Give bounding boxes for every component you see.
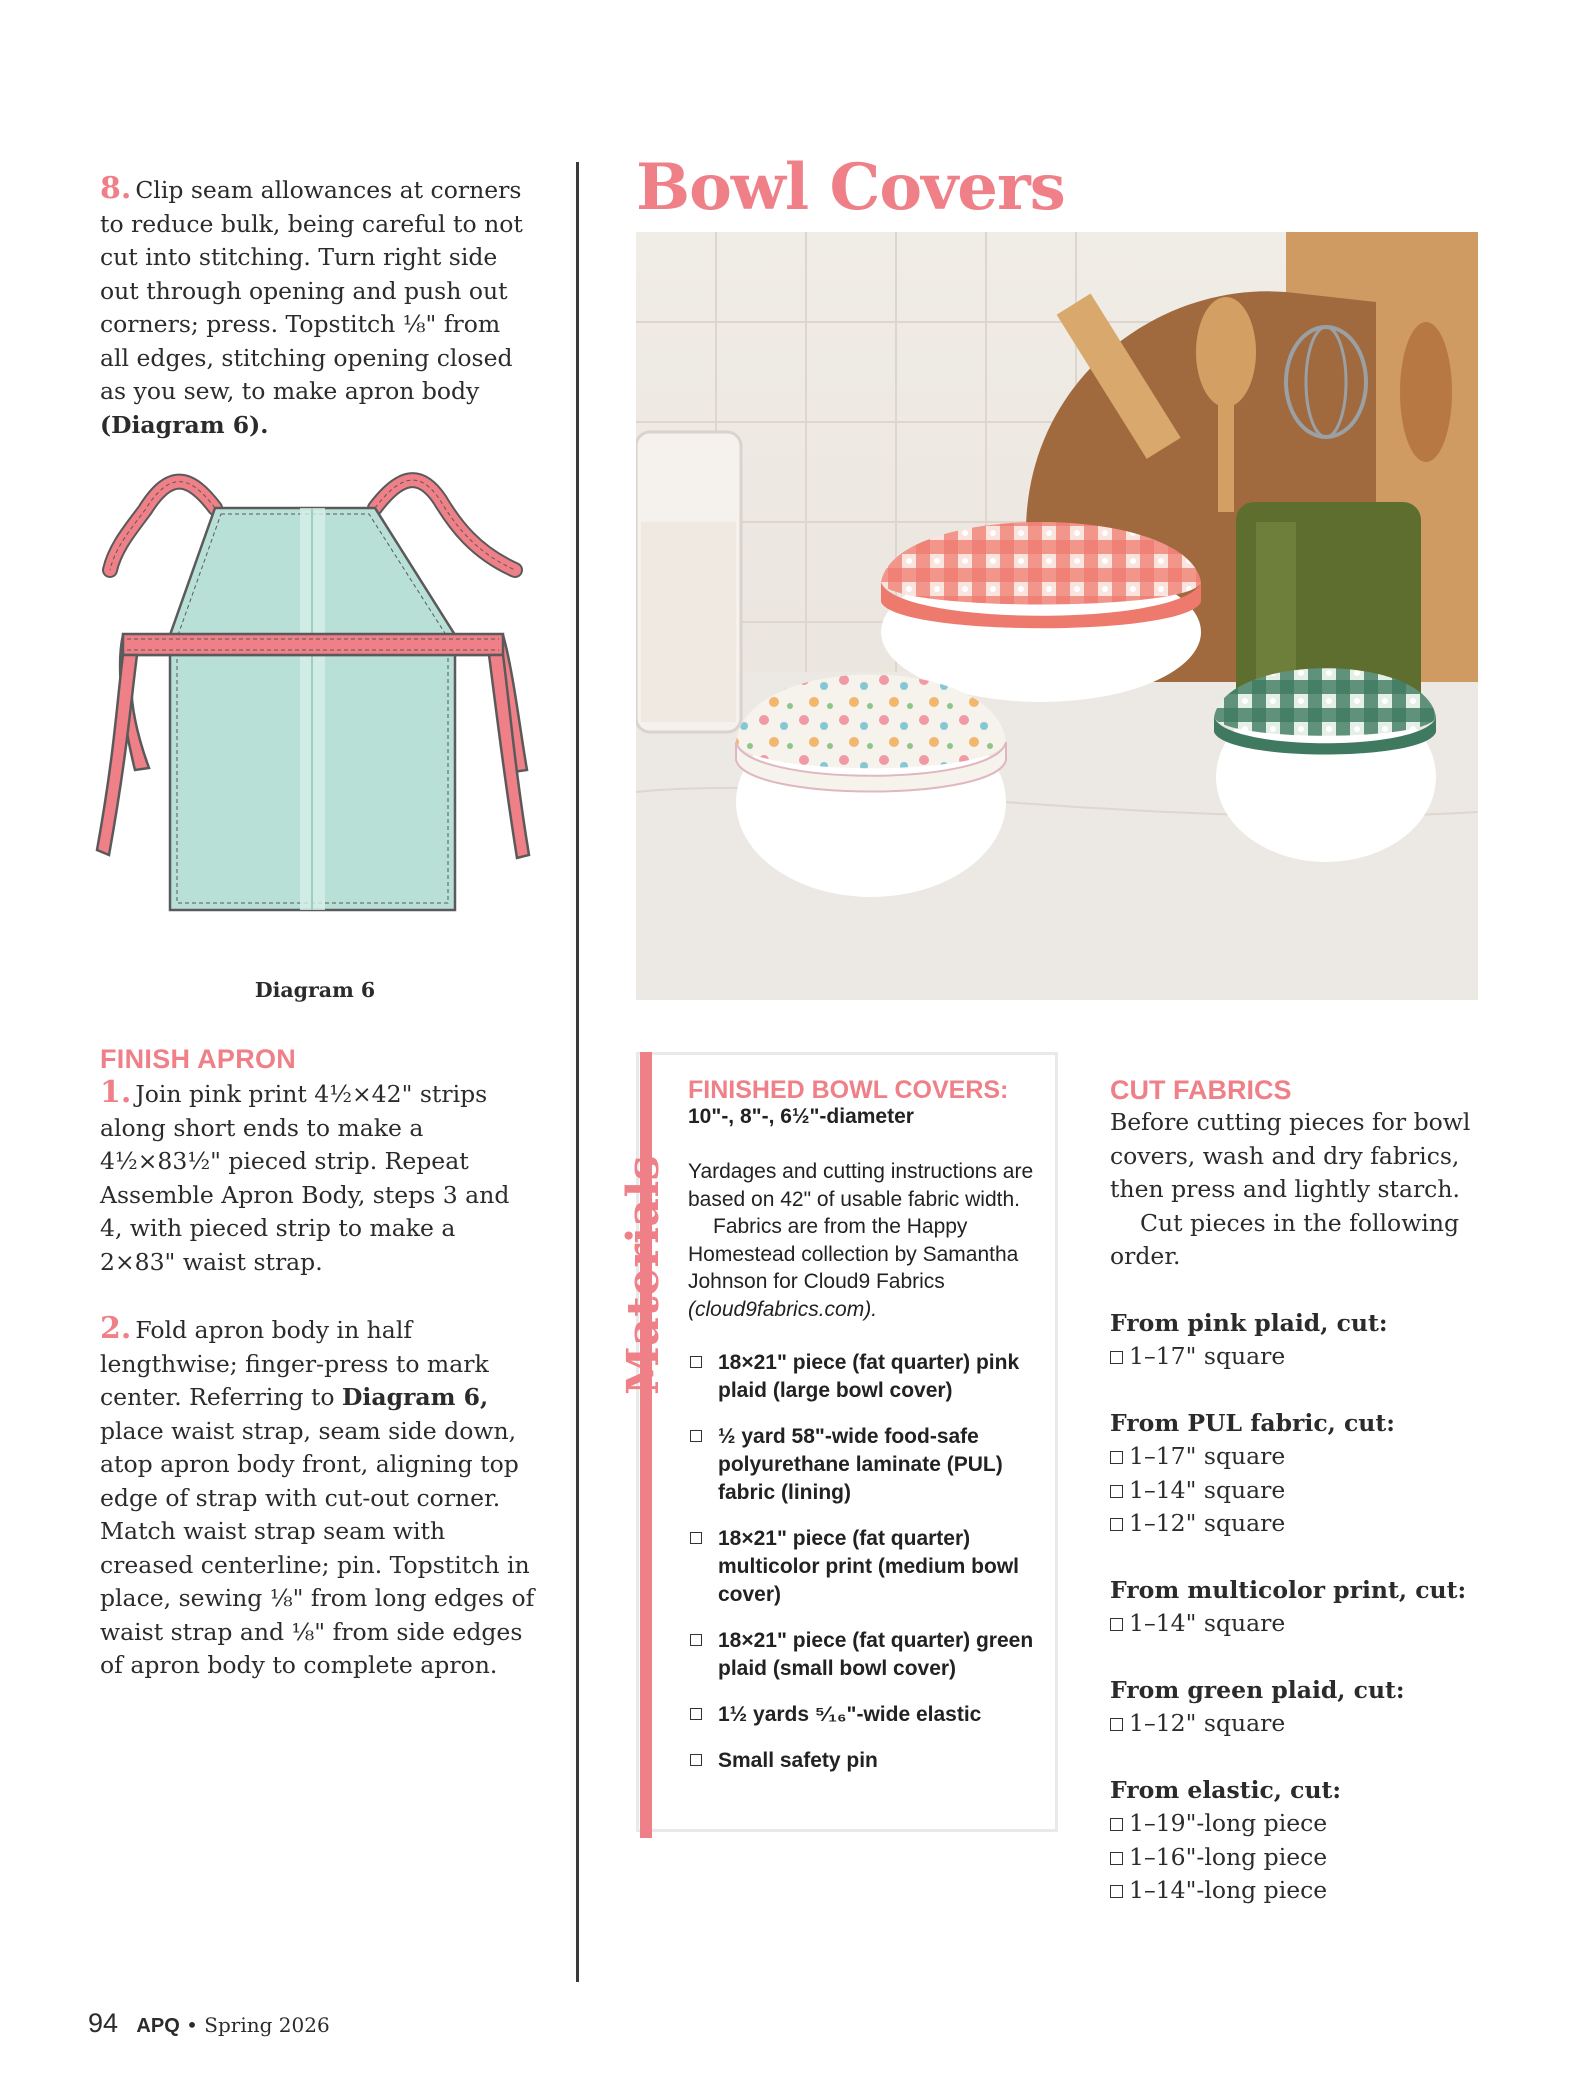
- cut-group: [1110, 1574, 1490, 1641]
- checkbox-icon: [690, 1708, 702, 1720]
- cut-item: [1110, 1874, 1490, 1908]
- step-8: [100, 172, 535, 442]
- issue-date: Spring 2026: [204, 2013, 330, 2037]
- column-divider: [576, 162, 579, 1982]
- cut-item: [1110, 1340, 1490, 1374]
- materials-item-text: 18×21" piece (fat quarter) multicolor print (medium bowl cover): [718, 1527, 1019, 1606]
- cut-group: [1110, 1407, 1490, 1541]
- bowl-covers-photo: [636, 232, 1478, 1000]
- step-2-text-b: place waist strap, seam side down, atop apron body front, aligning top edge of strap with cut-out corner. Match waist strap seam with creased centerline; pin. Topstitch in place, sewing ⅛" from long edges of waist strap and ⅛" from side edges of apron body to complete apron.: [100, 1416, 535, 1679]
- cut-item: [1110, 1841, 1490, 1875]
- page-number: 94: [88, 2008, 119, 2038]
- yardage-note: Yardages and cutting instructions are based on 42" of usable fabric width.: [688, 1160, 1034, 1211]
- cut-item-text: 1–16"-long piece: [1129, 1842, 1328, 1871]
- materials-item: [688, 1701, 1048, 1729]
- step-8-paragraph: [100, 172, 535, 442]
- step-1: [100, 1076, 535, 1279]
- cut-group-heading: From pink plaid, cut:: [1110, 1308, 1388, 1337]
- step-2: [100, 1312, 535, 1683]
- finished-bowl-covers-heading: FINISHED BOWL COVERS:: [688, 1076, 1009, 1104]
- diagram-reference: Diagram 6,: [342, 1383, 489, 1411]
- materials-item: [688, 1627, 1048, 1683]
- cut-item-text: 1–14" square: [1129, 1609, 1286, 1637]
- cut-group-heading: From multicolor print, cut:: [1110, 1575, 1467, 1604]
- page-footer: [88, 2008, 330, 2039]
- cut-group: [1110, 1774, 1490, 1908]
- cut-item-text: 1–17" square: [1129, 1442, 1286, 1470]
- step-number: 2.: [100, 1311, 132, 1346]
- checkbox-icon: [1110, 1618, 1123, 1631]
- materials-item-text: 18×21" piece (fat quarter) green plaid (small bowl cover): [718, 1629, 1034, 1680]
- step-2-text-a: Fold apron body in half lengthwise; finger-press to mark center. Referring to: [100, 1316, 489, 1411]
- apron-diagram: [95, 470, 535, 920]
- fabric-source: [688, 1213, 1048, 1323]
- materials-content: [688, 1076, 1048, 1793]
- cut-item-text: 1–19"-long piece: [1129, 1809, 1328, 1837]
- cut-fabrics: [1110, 1074, 1490, 1908]
- cut-item: [1110, 1607, 1490, 1641]
- cut-group-heading: From green plaid, cut:: [1110, 1675, 1405, 1704]
- cut-item-text: 1–14" square: [1129, 1475, 1286, 1504]
- cut-item: [1110, 1507, 1490, 1541]
- materials-item-text: Small safety pin: [718, 1749, 878, 1772]
- checkbox-icon: [690, 1754, 702, 1766]
- cut-item-text: 1–12" square: [1129, 1709, 1286, 1737]
- checkbox-icon: [1110, 1351, 1123, 1364]
- checkbox-icon: [1110, 1818, 1123, 1831]
- finish-apron-steps: [100, 1076, 535, 1716]
- checkbox-icon: [1110, 1718, 1123, 1731]
- cut-intro: Before cutting pieces for bowl covers, wash and dry fabrics, then press and lightly starch.: [1110, 1108, 1471, 1203]
- cut-intro-order: Cut pieces in the following order.: [1110, 1208, 1460, 1270]
- diagram-reference: (Diagram 6).: [100, 410, 269, 439]
- checkbox-icon: [1110, 1885, 1123, 1898]
- materials-item-text: ½ yard 58"-wide food-safe polyurethane laminate (PUL) fabric (lining): [718, 1425, 1003, 1504]
- finish-apron-heading: FINISH APRON: [100, 1044, 297, 1074]
- footer-separator: •: [186, 2013, 198, 2037]
- cut-item-text: 1–17" square: [1129, 1342, 1286, 1370]
- diagram-caption: Diagram 6: [254, 978, 376, 1002]
- materials-item-text: 1½ yards ⁵⁄₁₆"-wide elastic: [718, 1703, 982, 1726]
- fabric-source-link: (cloud9fabrics.com).: [688, 1297, 878, 1321]
- cut-item: [1110, 1440, 1490, 1474]
- checkbox-icon: [690, 1430, 702, 1442]
- materials-item: [688, 1423, 1048, 1507]
- step-number: 8.: [100, 171, 132, 206]
- step-number: 1.: [100, 1075, 132, 1110]
- materials-item-text: 18×21" piece (fat quarter) pink plaid (large bowl cover): [718, 1351, 1020, 1402]
- magazine-name: APQ: [136, 2015, 180, 2037]
- page-title: Bowl Covers: [636, 150, 1065, 225]
- materials-item: [688, 1525, 1048, 1609]
- materials-vertical-label: Materials: [618, 1155, 669, 1395]
- cut-group-heading: From PUL fabric, cut:: [1110, 1408, 1395, 1437]
- checkbox-icon: [1110, 1451, 1123, 1464]
- step-8-text: Clip seam allowances at corners to reduce bulk, being careful to not cut into stitching. Turn right side out through opening and push out corners; press. Topstitch ⅛" from all edges, stitching opening closed as you sew, to make apron body: [100, 176, 523, 405]
- cut-group: [1110, 1307, 1490, 1374]
- checkbox-icon: [1110, 1852, 1123, 1865]
- checkbox-icon: [690, 1356, 702, 1368]
- fabric-source-text: Fabrics are from the Happy Homestead collection by Samantha Johnson for Cloud9 Fabrics: [688, 1215, 1019, 1293]
- checkbox-icon: [1110, 1485, 1123, 1498]
- checkbox-icon: [690, 1634, 702, 1646]
- cut-item: [1110, 1707, 1490, 1741]
- cut-group-heading: From elastic, cut:: [1110, 1775, 1342, 1804]
- finished-sizes: 10"-, 8"-, 6½"-diameter: [688, 1105, 914, 1128]
- cut-item: [1110, 1807, 1490, 1841]
- step-1-text: Join pink print 4½×42" strips along short ends to make a 4½×83½" pieced strip. Repeat Assemble Apron Body, steps 3 and 4, with pieced strip to make a 2×83" waist strap.: [100, 1080, 510, 1276]
- materials-item: [688, 1747, 1048, 1775]
- checkbox-icon: [690, 1532, 702, 1544]
- cut-item-text: 1–12" square: [1129, 1509, 1286, 1537]
- cut-item-text: 1–14"-long piece: [1129, 1876, 1328, 1904]
- checkbox-icon: [1110, 1518, 1123, 1531]
- cut-item: [1110, 1474, 1490, 1508]
- materials-list: [688, 1349, 1048, 1775]
- materials-item: [688, 1349, 1048, 1405]
- cut-group: [1110, 1674, 1490, 1741]
- cut-fabrics-heading: CUT FABRICS: [1110, 1075, 1292, 1105]
